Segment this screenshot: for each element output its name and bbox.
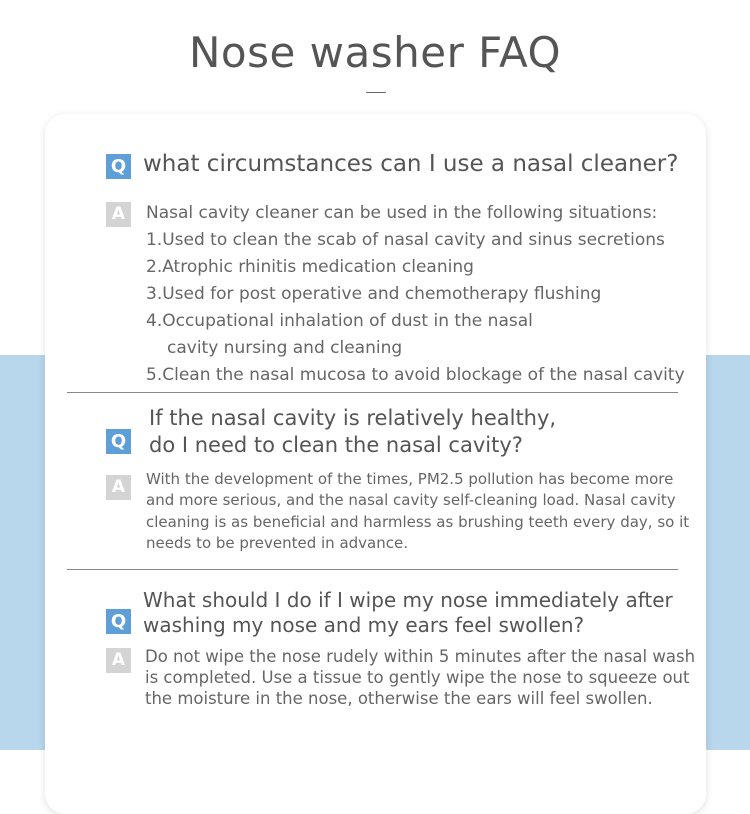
q-badge-3: Q: [106, 609, 131, 634]
divider-1: [67, 392, 678, 393]
a-badge-1: A: [106, 202, 131, 227]
answer-3: [145, 646, 695, 709]
answer-2-line: and more serious, and the nasal cavity self-cleaning load. Nasal cavity: [146, 491, 676, 510]
a-badge-3: A: [106, 648, 131, 673]
answer-2-line: needs to be prevented in advance.: [146, 533, 408, 552]
answer-2: [146, 469, 689, 554]
title-underline: [366, 92, 386, 93]
question-3-line: What should I do if I wipe my nose immediately after: [143, 588, 673, 612]
answer-3-line: is completed. Use a tissue to gently wipe the nose to squeeze out: [145, 668, 690, 687]
answer-3-line: the moisture in the nose, otherwise the ears will feel swollen.: [145, 689, 653, 708]
answer-1-line: 3.Used for post operative and chemotherapy flushing: [146, 284, 602, 304]
answer-3-line: Do not wipe the nose rudely within 5 minutes after the nasal wash: [145, 647, 696, 666]
answer-1-line: 5.Clean the nasal mucosa to avoid blockage of the nasal cavity: [146, 365, 685, 385]
page-title: Nose washer FAQ: [188, 28, 562, 77]
divider-2: [67, 569, 678, 570]
question-2-line: If the nasal cavity is relatively healthy,: [149, 406, 557, 430]
answer-1-line: 4.Occupational inhalation of dust in the nasal: [146, 311, 533, 331]
question-3-line: washing my nose and my ears feel swollen?: [143, 613, 585, 637]
answer-1-line: 1.Used to clean the scab of nasal cavity and sinus secretions: [146, 230, 665, 250]
question-2: [149, 405, 556, 459]
answer-1-line: cavity nursing and cleaning: [167, 338, 403, 358]
answer-1: [146, 200, 685, 389]
answer-2-line: With the development of the times, PM2.5 pollution has become more: [146, 470, 674, 488]
a-badge-2: A: [106, 475, 131, 500]
q-badge-1: Q: [106, 154, 131, 179]
question-1: what circumstances can I use a nasal cleaner?: [143, 151, 679, 177]
answer-2-line: cleaning is as beneficial and harmless as brushing teeth every day, so it: [146, 512, 690, 531]
q-badge-2: Q: [106, 429, 131, 454]
question-3: [143, 588, 673, 638]
answer-1-line: 2.Atrophic rhinitis medication cleaning: [146, 257, 474, 277]
question-2-line: do I need to clean the nasal cavity?: [149, 433, 523, 457]
answer-1-line: Nasal cavity cleaner can be used in the following situations:: [146, 203, 658, 223]
